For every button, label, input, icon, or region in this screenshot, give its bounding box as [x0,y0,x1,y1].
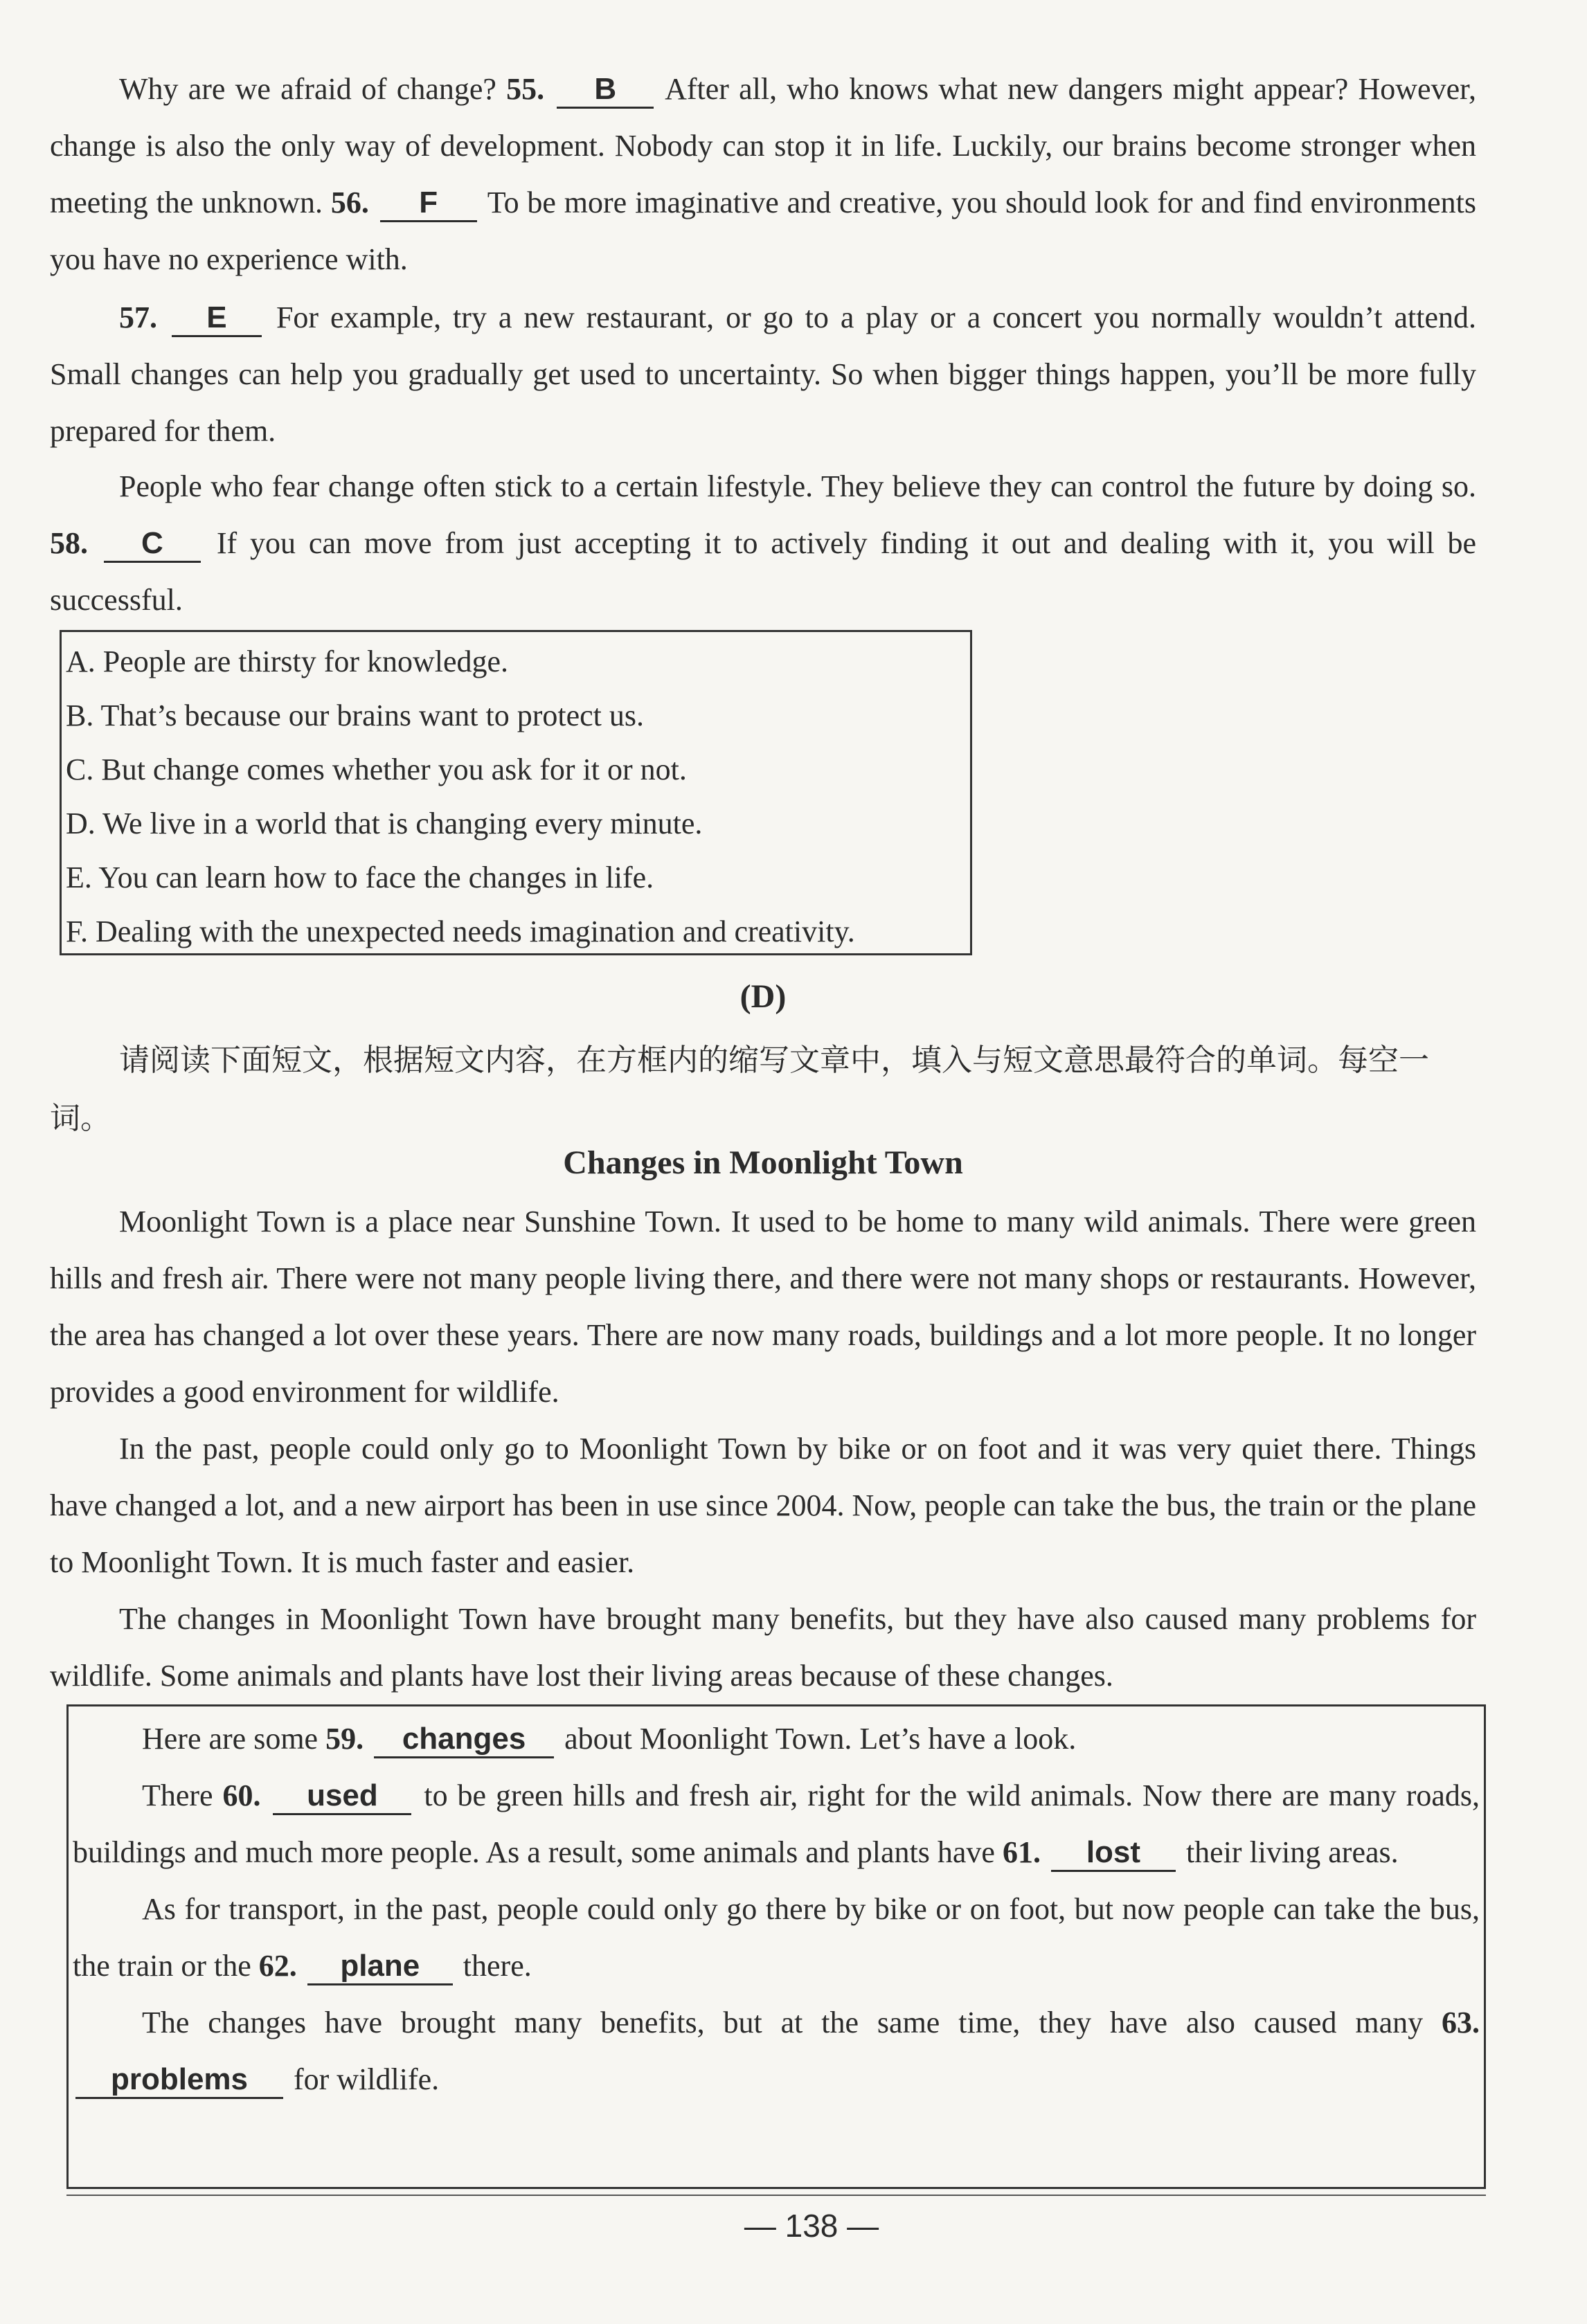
answer-58: C [104,526,201,563]
answer-55: B [557,72,654,109]
text: To be more imaginative and creative, you should look for and find environments you have no experience with. [50,186,1477,276]
instruction: 请阅读下面短文，根据短文内容，在方框内的缩写文章中，填入与短文意思最符合的单词。每空一词。 [50,1043,1429,1136]
text: If you can move from just accepting it to actively finding it out and dealing with it, you will be successful. [50,526,1477,617]
text: Why are we afraid of change? [119,72,496,106]
question-number-58: 58. [50,526,88,560]
answer-57: E [172,300,262,337]
summary-line-1 [73,1711,1480,1767]
summary-line-2 [73,1767,1480,1881]
question-number-55: 55. [506,72,545,106]
question-number-61: 61. [1002,1835,1041,1869]
page-number: — 138 — [744,2208,879,2244]
question-number-62: 62. [258,1949,297,1983]
paragraph-c1 [50,61,1476,288]
option-c: C. But change comes whether you ask for it or not. [66,753,687,786]
answer-56: F [380,186,477,222]
text: For example, try a new restaurant, or go to a play or a concert you normally wouldn’t attend. Small changes can help you gradually get used to uncertainty. So when bigger things happen, you’ll be more fully prepared for them. [50,300,1476,448]
answer-59: changes [374,1722,554,1758]
answer-60: used [273,1778,411,1815]
passage-paragraph-3: The changes in Moonlight Town have brought many benefits, but they have also caused many problems for wildlife. Some animals and plants have lost their living areas because of these changes. [50,1602,1476,1693]
summary-box [66,1704,1486,2189]
paragraph-c2 [50,289,1476,460]
passage-paragraph-1: Moonlight Town is a place near Sunshine Town. It used to be home to many wild animals. There were green hills and fresh air. There were not many people living there, and there were not many shops or restaurants. However, the area has changed a lot over these years. There are now many roads, buildings and a lot more people. It no longer provides a good environment for wildlife. [50,1205,1476,1409]
text: The changes have brought many benefits, but at the same time, they have also caused many [142,2006,1424,2039]
divider [66,2195,1486,2196]
text: there. [463,1949,532,1983]
section-label: (D) [739,978,787,1015]
question-number-56: 56. [330,186,369,219]
question-number-63: 63. [1442,2006,1480,2039]
question-number-57: 57. [119,300,157,334]
question-number-59: 59. [325,1722,364,1756]
option-b: B. That’s because our brains want to protect us. [66,699,644,732]
text: There [142,1778,213,1812]
text: about Moonlight Town. Let’s have a look. [564,1722,1077,1756]
option-d: D. We live in a world that is changing every minute. [66,807,703,840]
text: As for transport, in the past, people could only go there by bike or on foot, but now people can take the bus, the train or the [73,1892,1480,1983]
text: Here are some [142,1722,319,1756]
text: their living areas. [1185,1835,1399,1869]
summary-line-3 [73,1881,1480,1994]
option-f: F. Dealing with the unexpected needs imagination and creativity. [66,915,855,948]
answer-63: problems [75,2062,283,2099]
paragraph-c3 [50,458,1476,629]
text: to be green hills and fresh air, right for the wild animals. Now there are many roads, buildings and much more people. As a result, some animals and plants have [73,1778,1480,1869]
text: After all, who knows what new dangers might appear? However, change is also the only way of development. Nobody can stop it in life. Luckily, our brains become stronger when meeting the unknown. [50,72,1476,219]
passage-paragraph-2: In the past, people could only go to Moonlight Town by bike or on foot and it was very quiet there. Things have changed a lot, and a new airport has been in use since 2004. Now, people can take the bus, the train or the plane to Moonlight Town. It is much faster and easier. [50,1432,1476,1579]
passage-title: Changes in Moonlight Town [563,1144,963,1181]
answer-62: plane [307,1949,453,1985]
text: People who fear change often stick to a certain lifestyle. They believe they can control the future by doing so. [119,469,1476,503]
answer-61: lost [1051,1835,1176,1872]
option-e: E. You can learn how to face the changes in life. [66,861,654,894]
option-a: A. People are thirsty for knowledge. [66,645,509,678]
options-box [60,630,972,955]
question-number-60: 60. [222,1778,261,1812]
text: for wildlife. [294,2062,440,2096]
summary-line-4 [73,1994,1480,2108]
